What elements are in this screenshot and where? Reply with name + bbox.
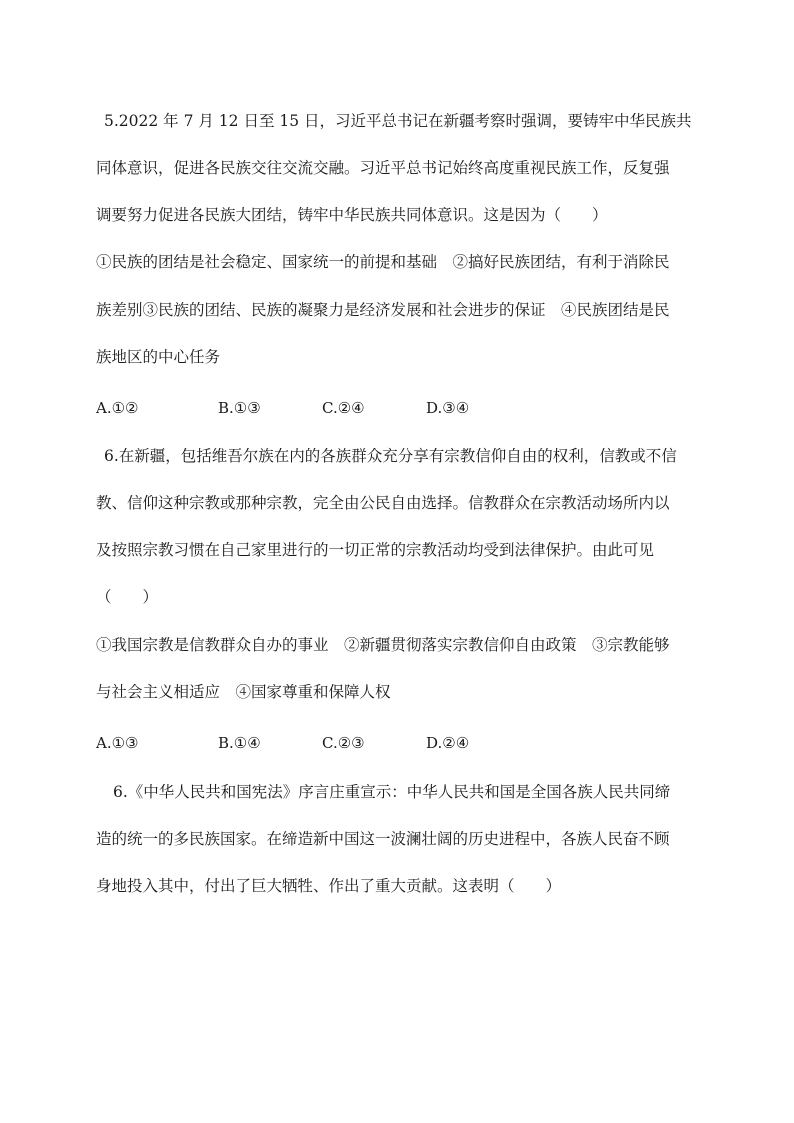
question-6a-option-a: A.①③: [96, 734, 139, 752]
question-6b-stem-line-1: 6.《中华人民共和国宪法》序言庄重宣示：中华人民共和国是全国各族人民共同缔: [113, 783, 671, 801]
question-5-statement-line-1: ①民族的团结是社会稳定、国家统一的前提和基础 ②搞好民族团结，有利于消除民: [96, 253, 670, 271]
question-5-option-d: D.③④: [426, 399, 470, 417]
question-5-statement-line-2: 族差别③民族的团结、民族的凝聚力是经济发展和社会进步的保证 ④民族团结是民: [96, 301, 670, 319]
question-6a-option-c: C.②③: [322, 734, 365, 752]
question-5-statement-line-3: 族地区的中心任务: [96, 348, 221, 366]
question-6a-stem-line-2: 教、信仰这种宗教或那种宗教，完全由公民自由选择。信教群众在宗教活动场所内以: [96, 494, 670, 512]
question-6b-stem-line-3: 身地投入其中，付出了巨大牺牲、作出了重大贡献。这表明（ ）: [96, 877, 562, 895]
question-6a-stem-line-1: 6.在新疆，包括维吾尔族在内的各族群众充分享有宗教信仰自由的权利，信教或不信: [104, 447, 677, 465]
question-6b-stem-line-2: 造的统一的多民族国家。在缔造新中国这一波澜壮阔的历史进程中，各族人民奋不顾: [96, 830, 670, 848]
question-6a-statement-line-1: ①我国宗教是信教群众自办的事业 ②新疆贯彻落实宗教信仰自由政策 ③宗教能够: [96, 636, 670, 654]
question-6a-option-d: D.②④: [426, 734, 470, 752]
question-6a-stem-line-3: 及按照宗教习惯在自己家里进行的一切正常的宗教活动均受到法律保护。由此可见: [96, 541, 655, 559]
question-5-option-c: C.②④: [322, 399, 365, 417]
question-6a-statement-line-2: 与社会主义相适应 ④国家尊重和保障人权: [96, 683, 391, 701]
question-5-option-a: A.①②: [96, 399, 139, 417]
question-5-option-b: B.①③: [218, 399, 261, 417]
question-6a-option-b: B.①④: [218, 734, 261, 752]
question-5-stem-line-3: 调要努力促进各民族大团结，铸牢中华民族共同体意识。这是因为（ ）: [96, 206, 608, 224]
question-5-stem-line-1: 5.2022 年 7 月 12 日至 15 日，习近平总书记在新疆考察时强调，要铸牢中华民族共: [104, 112, 692, 130]
question-5-stem-line-2: 同体意识，促进各民族交往交流交融。习近平总书记始终高度重视民族工作，反复强: [96, 159, 670, 177]
question-6a-stem-line-4: （ ）: [96, 588, 159, 606]
